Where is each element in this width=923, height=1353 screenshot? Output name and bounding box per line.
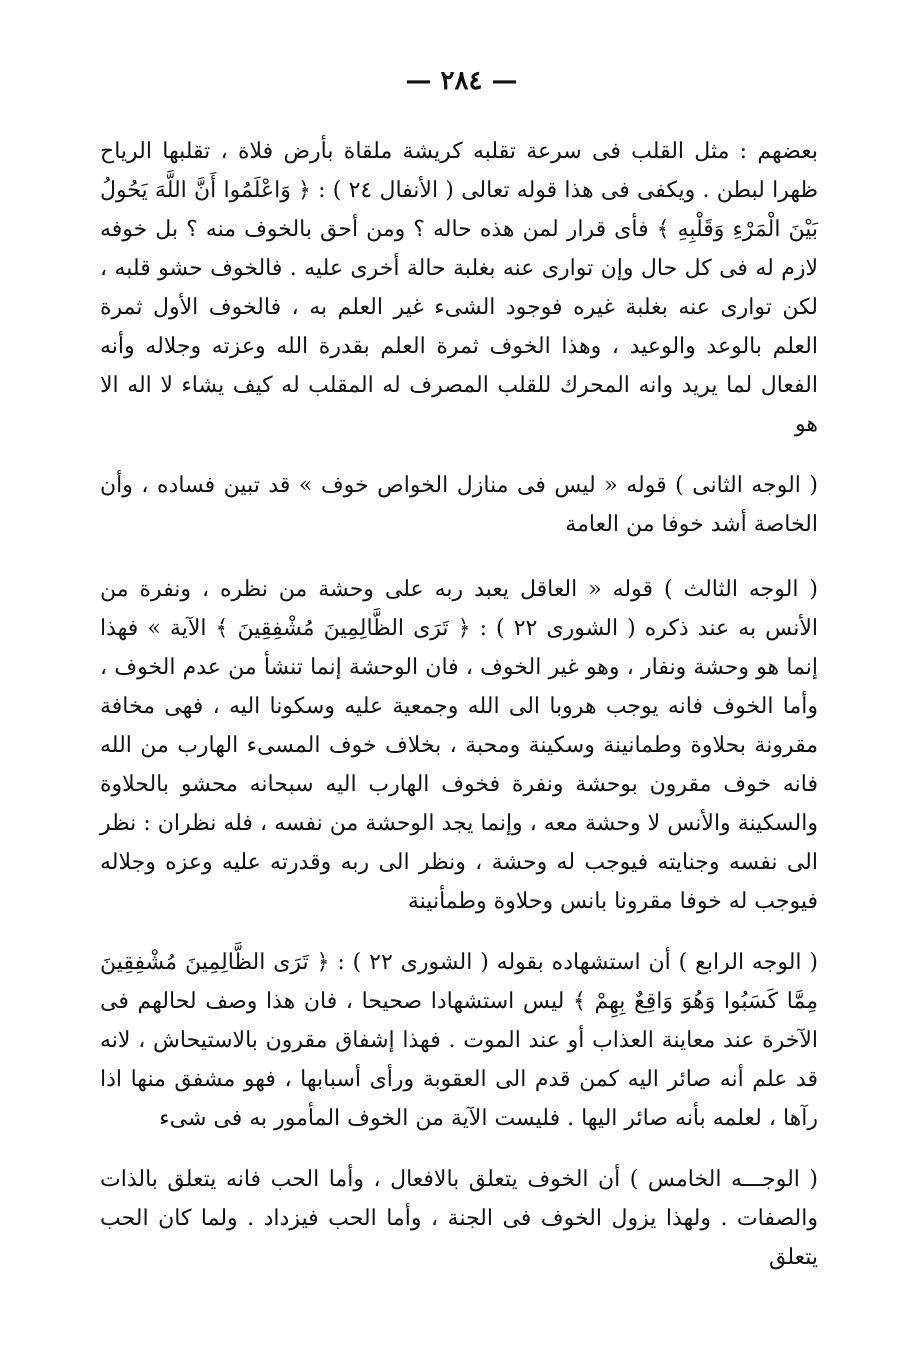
paragraph-4-fourth-aspect: ( الوجه الرابع ) أن استشهاده بقوله ( الشورى ٢٢ ) : ﴿ تَرَى الظَّالِمِينَ مُشْفِقِينَ مِمَّا كَسَبُوا وَهُوَ وَاقِعٌ بِهِمْ ﴾ ليس استشهادا صحيحا ، فان هذا وصف لحالهم فى الآخرة عند معاينة العذاب أو عند الموت . فهذا إشفاق مقرون بالاستيحاش ، لانه قد علم أنه صائر اليه كمن قدم الى العقوبة ورأى أسبابها ، فهو مشفق منها اذا رآها ، لعلمه بأنه صائر اليها . فليست الآية من الخوف المأمور به فى شىء — [100, 950, 818, 1131]
paragraph-3-third-aspect: ( الوجه الثالث ) قوله « العاقل يعبد ربه على وحشة من نظره ، ونفرة من الأنس به عند ذكره ( الشورى ٢٢ ) : ﴿ تَرَى الظَّالِمِينَ مُشْفِقِينَ ﴾ الآية » فهذا إنما هو وحشة ونفار ، وهو غير الخوف ، فان الوحشة إنما تنشأ من عدم الخوف ، وأما الخوف فانه يوجب هروبا الى الله وجمعية عليه وسكونا اليه ، فهى مخافة مقرونة بحلاوة وطمانينة وسكينة ومحبة ، بخلاف خوف المسىء الهارب من الله فانه خوف مقرون بوحشة ونفرة فخوف الهارب اليه سبحانه محشو بالحلاوة والسكينة والأنس لا وحشة معه ، وإنما يجد الوحشة من نفسه ، فله نظران : نظر الى نفسه وجنايته فيوجب له وحشة ، ونظر الى ربه وقدرته عليه وعزه وجلاله فيوجب له خوفا مقرونا بانس وحلاوة وطمأنينة — [100, 577, 818, 914]
paragraph-1: بعضهم : مثل القلب فى سرعة تقلبه كريشة ملقاة بأرض فلاة ، تقلبها الرياح ظهرا لبطن . ويكفى فى هذا قوله تعالى ( الأنفال ٢٤ ) : ﴿ وَاعْلَمُوا أَنَّ اللَّهَ يَحُولُ بَيْنَ الْمَرْءِ وَقَلْبِهِ ﴾ فأى قرار لمن هذه حاله ؟ ومن أحق بالخوف منه ؟ بل خوفه لازم له فى كل حال وإن توارى عنه بغلبة حالة أخرى عليه . فالخوف حشو قلبه ، لكن توارى عنه بغلبة غيره فوجود الشىء غير العلم به ، فالخوف الأول ثمرة العلم بالوعد والوعيد ، وهذا الخوف ثمرة العلم بقدرة الله وعزته وجلاله وأنه الفعال لما يريد وانه المحرك للقلب المصرف له المقلب له كيف يشاء لا اله الا هو — [100, 139, 818, 437]
page-body — [100, 132, 818, 1277]
paragraph-5-fifth-aspect: ( الوجـــه الخامس ) أن الخوف يتعلق بالافعال ، وأما الحب فانه يتعلق بالذات والصفات . ولهذا يزول الخوف فى الجنة ، وأما الحب فيزداد . ولما كان الحب يتعلق — [100, 1167, 818, 1270]
page-number: — ٢٨٤ — — [405, 66, 518, 96]
paragraph-2-second-aspect: ( الوجه الثانى ) قوله « ليس فى منازل الخواص خوف » قد تبين فساده ، وأن الخاصة أشد خوفا من العامة — [100, 473, 818, 537]
